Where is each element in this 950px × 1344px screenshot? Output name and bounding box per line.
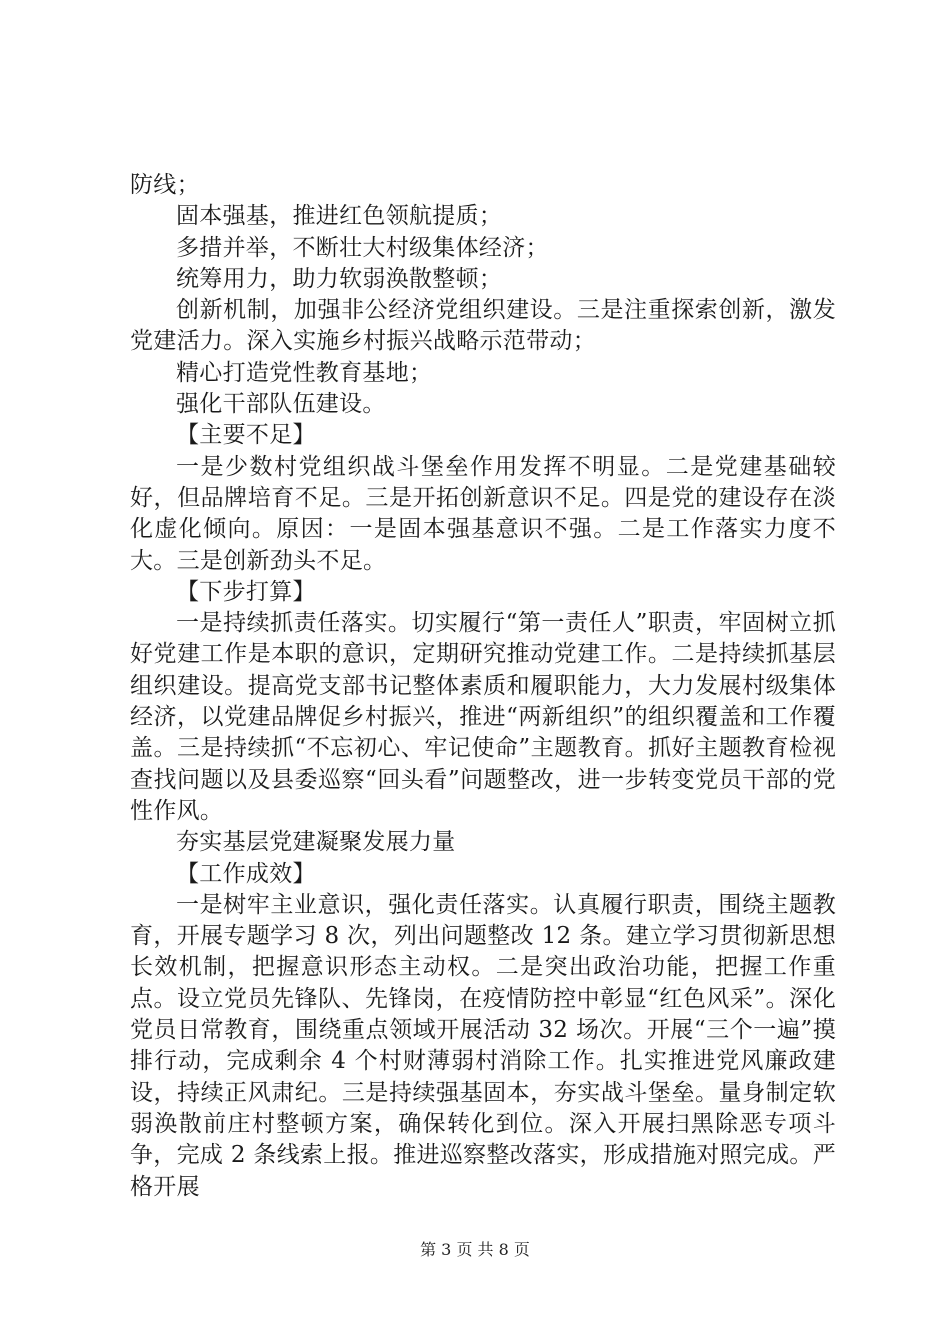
paragraph: 一是少数村党组织战斗堡垒作用发挥不明显。二是党建基础较好，但品牌培育不足。三是开拓创新意识不足。四是党的建设存在淡化虚化倾向。原因：一是固本强基意识不强。二是工作落实力度不大。三是创新劲头不足。 [130, 453, 836, 574]
document-body [130, 170, 836, 1203]
paragraph: 一是持续抓责任落实。切实履行“第一责任人”职责，牢固树立抓好党建工作是本职的意识，定期研究推动党建工作。二是持续抓基层组织建设。提高党支部书记整体素质和履职能力，大力发展村级集体经济，以党建品牌促乡村振兴，推进“两新组织”的组织覆盖和工作覆盖。三是持续抓“不忘初心、牢记使命”主题教育。抓好主题教育检视查找问题以及县委巡察“回头看”问题整改，进一步转变党员干部的党性作风。 [130, 610, 836, 824]
paragraph: 防线； [130, 172, 200, 198]
section-heading-next-steps: 【下步打算】 [176, 578, 316, 605]
paragraph: 创新机制，加强非公经济党组织建设。三是注重探索创新，激发党建活力。深入实施乡村振兴战略示范带动； [130, 297, 836, 355]
paragraph: 精心打造党性教育基地； [176, 359, 433, 386]
paragraph: 固本强基，推进红色领航提质； [176, 203, 503, 230]
page-number-footer: 第 3 页 共 8 页 [420, 1240, 530, 1259]
section-heading-main-shortcomings: 【主要不足】 [176, 422, 316, 449]
article-title: 夯实基层党建凝聚发展力量 [176, 829, 456, 856]
paragraph: 多措并举，不断壮大村级集体经济； [176, 234, 549, 261]
section-heading-work-results: 【工作成效】 [176, 860, 316, 887]
paragraph: 一是树牢主业意识，强化责任落实。认真履行职责，围绕主题教育，开展专题学习 8 次，列出问题整改 12 条。建立学习贯彻新思想长效机制，把握意识形态主动权。二是突出政治功能，把握工作重点。设立党员先锋队、先锋岗，在疫情防控中彰显“红色风采”。深化党员日常教育，围绕重点领域开展活动 32 场次。开展“三个一遍”摸排行动，完成剩余 4 个村财薄弱村消除工作。扎实推进党风廉政建设，持续正风肃纪。三是持续强基固本，夯实战斗堡垒。量身制定软弱涣散前庄村整顿方案，确保转化到位。深入开展扫黑除恶专项斗争，完成 2 条线索上报。推进巡察整改落实，形成措施对照完成。严格开展 [130, 891, 836, 1200]
paragraph: 强化干部队伍建设。 [176, 391, 386, 418]
paragraph: 统筹用力，助力软弱涣散整顿； [176, 265, 503, 292]
